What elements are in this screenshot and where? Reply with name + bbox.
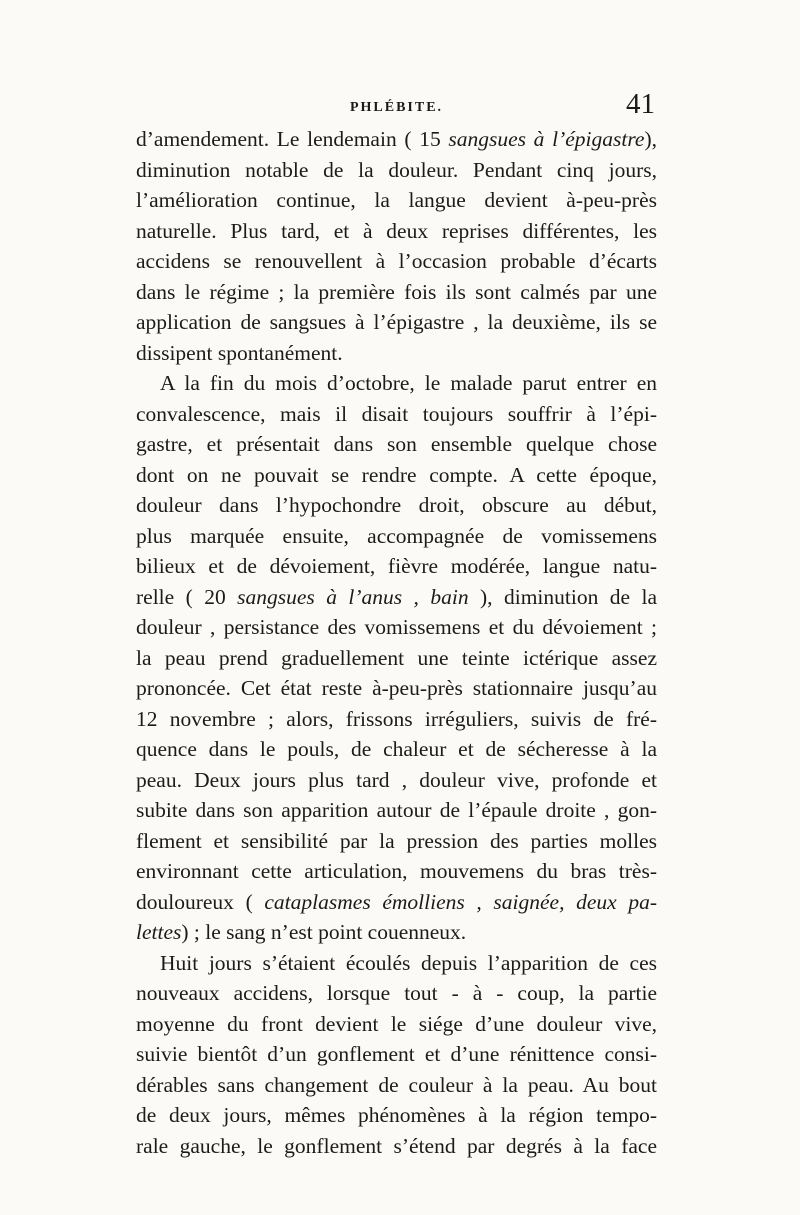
text-line: [136, 643, 657, 674]
page-number: 41: [626, 88, 655, 120]
text-line: [136, 612, 657, 643]
text-line: [136, 490, 657, 521]
text-line: [136, 765, 657, 796]
text-run: dans le régime ; la première fois ils sont calmés par une: [136, 279, 657, 304]
italic-run: sangsues à l’anus , bain: [237, 584, 469, 609]
text-run: de deux jours, mêmes phénomènes à la région tempo-: [136, 1103, 657, 1127]
text-line: [136, 429, 657, 460]
text-run: dont on ne pouvait se rendre compte. A cette époque,: [136, 462, 657, 487]
text-line: [136, 1100, 657, 1131]
running-head-title: PHLÉBITE.: [349, 100, 444, 115]
text-run: accidens se renouvellent à l’occasion probable d’écarts: [136, 249, 657, 273]
text-line: [136, 521, 657, 552]
text-line: [136, 948, 657, 979]
text-line: [136, 124, 657, 155]
text-line: [136, 185, 657, 216]
text-run: environnant cette articulation, mouvemens du bras très-: [136, 859, 657, 883]
text-line: [136, 734, 657, 765]
text-run: peau. Deux jours plus tard , douleur vive, profonde et: [136, 767, 657, 792]
text-run: flement et sensibilité par la pression des parties molles: [136, 828, 657, 853]
text-run: plus marquée ensuite, accompagnée de vomissemens: [136, 523, 657, 548]
text-run: suivie bientôt d’un gonflement et d’une rénittence consi-: [136, 1042, 657, 1066]
text-run: prononcée. Cet état reste à-peu-près stationnaire jusqu’au: [136, 676, 657, 700]
text-run: douleur , persistance des vomissemens et du dévoiement ;: [136, 615, 657, 639]
text-line: [136, 673, 657, 704]
text-line: [136, 917, 657, 948]
text-run: ),: [644, 127, 657, 151]
text-run: naturelle. Plus tard, et à deux reprises différentes, les: [136, 218, 657, 243]
text-run: diminution notable de la douleur. Pendant cinq jours,: [136, 157, 657, 182]
text-line: [136, 1039, 657, 1070]
italic-run: lettes: [136, 920, 182, 944]
text-run: convalescence, mais il disait toujours souffrir à l’épi-: [136, 401, 657, 426]
text-line: [136, 307, 657, 338]
text-line: [136, 887, 657, 918]
text-line: [136, 978, 657, 1009]
text-line: [136, 277, 657, 308]
text-line: [136, 826, 657, 857]
text-line: [136, 338, 657, 369]
text-line: [136, 704, 657, 735]
text-line: [136, 399, 657, 430]
text-run: A la fin du mois d’octobre, le malade parut entrer en: [160, 371, 657, 395]
text-line: [136, 1009, 657, 1040]
text-run: rale gauche, le gonflement s’étend par degrés à la face: [136, 1133, 657, 1158]
text-run: douleur dans l’hypochondre droit, obscure au début,: [136, 493, 657, 517]
text-run: quence dans le pouls, de chaleur et de sécheresse à la: [136, 737, 657, 761]
text-run: dérables sans changement de couleur à la peau. Au bout: [136, 1072, 657, 1097]
text-run: ) ; le sang n’est point couenneux.: [181, 920, 467, 944]
text-line: [136, 551, 657, 582]
body-text: [136, 124, 657, 1161]
italic-run: cataplasmes émolliens , saignée, deux pa-: [264, 889, 657, 914]
text-line: [136, 368, 657, 399]
text-line: [136, 1070, 657, 1101]
text-line: [136, 795, 657, 826]
text-line: [136, 460, 657, 491]
text-run: moyenne du front devient le siége d’une douleur vive,: [136, 1011, 657, 1036]
text-run: application de sangsues à l’épigastre , la deuxième, ils se: [136, 310, 657, 334]
italic-run: sangsues à l’épigastre: [448, 127, 645, 151]
text-run: Huit jours s’étaient écoulés depuis l’apparition de ces: [160, 950, 657, 975]
text-line: [136, 246, 657, 277]
text-line: [136, 856, 657, 887]
running-head: [136, 88, 657, 124]
text-line: [136, 1131, 657, 1162]
text-line: [136, 216, 657, 247]
text-run: douloureux (: [136, 889, 265, 914]
text-run: la peau prend graduellement une teinte ictérique assez: [136, 645, 657, 670]
text-run: 12 novembre ; alors, frissons irréguliers, suivis de fré-: [136, 706, 657, 731]
text-run: relle ( 20: [136, 584, 238, 609]
text-run: bilieux et de dévoiement, fièvre modérée, langue natu-: [136, 554, 657, 578]
text-line: [136, 155, 657, 186]
text-run: nouveaux accidens, lorsque tout - à - coup, la partie: [136, 981, 657, 1005]
text-run: gastre, et présentait dans son ensemble quelque chose: [136, 432, 657, 456]
text-run: l’amélioration continue, la langue devient à-peu-près: [136, 188, 657, 212]
text-run: subite dans son apparition autour de l’épaule droite , gon-: [136, 798, 657, 822]
text-run: ), diminution de la: [468, 584, 658, 609]
text-run: d’amendement. Le lendemain ( 15: [136, 127, 449, 151]
text-run: dissipent spontanément.: [136, 340, 343, 365]
text-line: [136, 582, 657, 613]
